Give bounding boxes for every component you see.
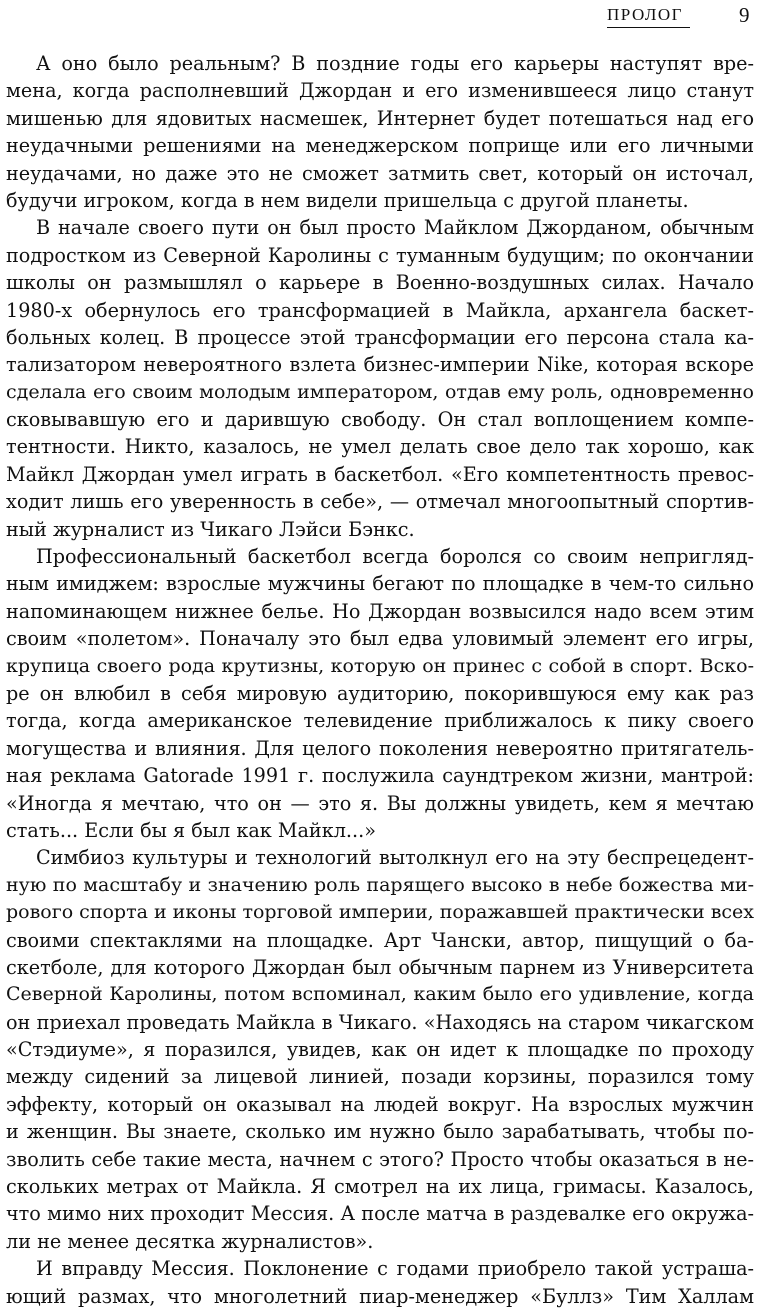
text-line: В начале своего пути он был просто Майклом Джорданом, обычным — [36, 216, 754, 240]
text-line: ную по масштабу и значению роль парящего высоко в небе божества ми- — [6, 873, 754, 896]
text-line: ющий размах, что многолетний пиар-менеджер «Буллз» Тим Халлам — [6, 1284, 754, 1308]
text-line: 1980-х обернулось его трансформацией в Майкла, архангела баскет- — [6, 298, 754, 322]
text-line: будучи игроком, когда в нем видели пришельца с другой планеты. — [6, 188, 689, 212]
text-line: эффекту, который он оказывал на людей вокруг. На взрослых мужчин — [6, 1092, 754, 1116]
text-line: тализатором невероятного взлета бизнес-империи Nike, которая вскоре — [6, 353, 754, 377]
text-line: зволить себе такие места, начнем с этого? Просто чтобы оказаться в не- — [6, 1147, 754, 1171]
text-line: напоминающем нижнее белье. Но Джордан возвысился надо всем этим — [6, 599, 754, 623]
text-line: «Иногда я мечтаю, что он — это я. Вы должны увидеть, кем я мечтаю — [6, 791, 754, 815]
text-line: ным имиджем: взрослые мужчины бегают по площадке в чем-то сильно — [6, 572, 754, 596]
text-line: сделала его своим молодым императором, отдав ему роль, одновременно — [6, 380, 754, 403]
text-line: скольких метрах от Майкла. Я смотрел на их лица, гримасы. Казалось, — [6, 1175, 754, 1199]
text-line: неудачными решениями на менеджерском поприще или его личными — [6, 134, 754, 158]
text-line: Профессиональный баскетбол всегда боролся со своим непригляд- — [36, 545, 754, 569]
text-line: что мимо них проходит Мессия. А после матча в раздевалке его окружа- — [6, 1202, 754, 1226]
text-line: рового спорта и иконы торговой империи, поражавшей практически всех — [6, 901, 754, 924]
text-line: «Стэдиуме», я поразился, увидев, как он идет к площадке по проходу — [6, 1038, 754, 1062]
text-line: ходит лишь его уверенность в себе», — отмечал многоопытный спортив- — [6, 490, 754, 514]
text-line: своим «полетом». Поначалу это был едва уловимый элемент его игры, — [6, 627, 754, 651]
body-text — [6, 50, 754, 1310]
page-header — [0, 0, 760, 34]
text-line: больных колец. В процессе этой трансформации его персона стала ка- — [6, 325, 754, 349]
text-line: сковывавшую его и дарившую свободу. Он стал воплощением компе- — [6, 408, 754, 432]
text-line: подростком из Северной Каролины с туманным будущим; по окончании — [6, 243, 754, 267]
text-line: неудачами, но даже это не сможет затмить свет, который он источал, — [6, 161, 754, 185]
text-line: А оно было реальным? В поздние годы его карьеры наступят вре- — [36, 52, 754, 75]
text-line: Северной Каролины, потом вспоминал, каким было его удивление, когда — [6, 983, 754, 1006]
text-line: он приехал проведать Майкла в Чикаго. «Находясь на старом чикагском — [6, 1010, 754, 1034]
text-line: тогда, когда американское телевидение приближалось к пику своего — [6, 709, 754, 733]
text-line: крупица своего рода крутизны, которую он принес с собой в спорт. Вско- — [6, 654, 754, 677]
running-header-title: ПРОЛОГ — [607, 5, 684, 24]
text-line: между сидений за лицевой линией, позади корзины, поразился тому — [6, 1065, 754, 1089]
text-line: И вправду Мессия. Поклонение с годами приобрело такой устраша- — [36, 1257, 754, 1281]
text-line: могущества и влияния. Для целого поколения невероятно притягатель- — [6, 736, 754, 760]
text-line: и женщин. Вы знаете, сколько им нужно было зарабатывать, чтобы по- — [6, 1120, 754, 1144]
text-line: ли не менее десятка журналистов». — [6, 1229, 374, 1253]
text-line: мена, когда располневший Джордан и его изменившееся лицо станут — [6, 79, 754, 103]
text-line: Майкл Джордан умел играть в баскетбол. «Его компетентность превос- — [6, 462, 754, 486]
text-line: мишенью для ядовитых насмешек, Интернет будет потешаться над его — [6, 106, 754, 130]
text-line: ре он влюбил в себя мировую аудиторию, покорившуюся ему как раз — [6, 681, 754, 705]
text-line: ный журналист из Чикаго Лэйси Бэнкс. — [6, 517, 415, 541]
text-line: школы он размышлял о карьере в Военно-воздушных силах. Начало — [6, 271, 754, 295]
header-rule — [607, 27, 690, 28]
page-number: 9 — [739, 3, 750, 27]
text-line: своими спектаклями на площадке. Арт Чански, автор, пищущий о ба- — [6, 928, 754, 952]
text-line: тентности. Никто, казалось, не умел делать свое дело так хорошо, как — [6, 435, 754, 459]
text-line: ная реклама Gatorade 1991 г. послужила саундтреком жизни, мантрой: — [6, 764, 754, 788]
text-line: скетболе, для которого Джордан был обычным парнем из Университета — [6, 955, 754, 979]
text-line: Симбиоз культуры и технологий вытолкнул его на эту беспрецедент- — [36, 846, 754, 870]
text-line: стать... Если бы я был как Майкл...» — [6, 818, 376, 842]
